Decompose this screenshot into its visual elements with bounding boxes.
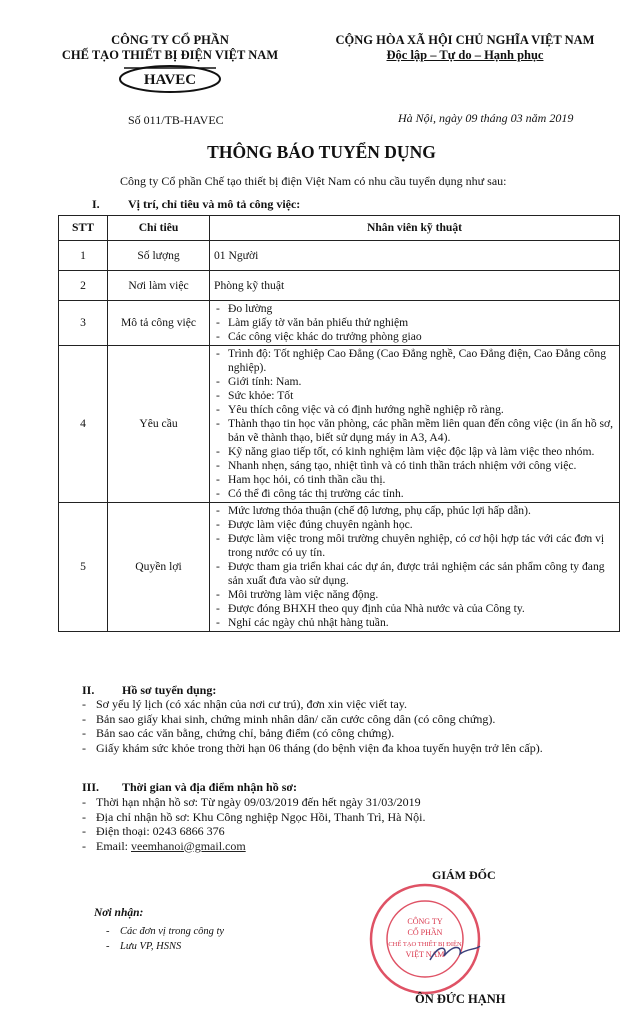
table-header-row [59, 216, 620, 241]
list-item: - Thành thạo tin học văn phòng, các phần mềm liên quan đến công việc (in ấn hồ sơ, bản vẽ thành thạo, biết sử dụng máy in A3, A4). [214, 417, 615, 445]
job-table [58, 215, 620, 632]
logo-text: HAVEC [143, 72, 197, 88]
list-item: - Được tham gia triển khai các dự án, được trải nghiệm các sản phẩm công ty đang sản xuất đưa vào sử dụng. [214, 560, 615, 588]
havec-logo [118, 64, 222, 94]
list-item: - Lưu VP, HSNS [120, 939, 224, 954]
list-item: - Làm giấy tờ văn bản phiếu thử nghiệm [214, 316, 615, 330]
intro-text: Công ty Cổ phần Chế tạo thiết bị điện Việt Nam có nhu cầu tuyển dụng như sau: [120, 174, 507, 188]
section-1-number: I. [92, 197, 100, 211]
row-items [210, 301, 620, 346]
list-item: - Yêu thích công việc và có định hướng nghề nghiệp rõ ràng. [214, 403, 615, 417]
list-item: - Các đơn vị trong công ty [120, 924, 224, 939]
list-item: - Được làm việc trong môi trường chuyên nghiệp, có cơ hội hợp tác với các đơn vị trong nước có uy tín. [214, 532, 615, 560]
header-stt: STT [59, 216, 108, 241]
section-2-title: Hồ sơ tuyển dụng: [122, 683, 217, 697]
list-item: - Ham học hỏi, có tinh thần cầu thị. [214, 473, 615, 487]
section-3-number: III. [82, 780, 100, 794]
row-items [210, 346, 620, 503]
list-item: - Sơ yếu lý lịch (có xác nhận của nơi cư trú), đơn xin việc viết tay. [82, 697, 602, 712]
section-2-number: II. [82, 683, 95, 697]
nation-line-1: CỘNG HÒA XÃ HỘI CHỦ NGHĨA VIỆT NAM [335, 33, 595, 47]
stamp-line-1: CÔNG TY [407, 917, 443, 926]
table-row [59, 503, 620, 632]
row-items [210, 503, 620, 632]
list-item: - Giới tính: Nam. [214, 375, 615, 389]
section-3-list [82, 795, 602, 853]
header-criteria: Chỉ tiêu [108, 216, 210, 241]
list-item: - Nghỉ các ngày chủ nhật hàng tuần. [214, 616, 615, 630]
list-item: - Bản sao các văn bằng, chứng chỉ, bảng điểm (có công chứng). [82, 726, 602, 741]
list-item: - Địa chỉ nhận hồ sơ: Khu Công nghiệp Ngọc Hồi, Thanh Trì, Hà Nội. [82, 810, 602, 825]
list-item: - Giấy khám sức khỏe trong thời hạn 06 tháng (do bệnh viện đa khoa tuyến huyện trở lên cấp). [82, 741, 602, 756]
email-label: Email: [96, 838, 131, 853]
nation-line-2: Độc lập – Tự do – Hạnh phục [386, 48, 544, 62]
list-item: - Được làm việc đúng chuyên ngành học. [214, 518, 615, 532]
stamp-line-4: VIỆT NAM [405, 950, 445, 959]
row-label: Yêu cầu [108, 346, 210, 503]
list-item: - Có thể đi công tác thị trường các tỉnh. [214, 487, 615, 501]
row-label: Nơi làm việc [108, 271, 210, 301]
list-item: - Các công việc khác do trưởng phòng giao [214, 330, 615, 344]
list-item: - Sức khỏe: Tốt [214, 389, 615, 403]
table-row [59, 301, 620, 346]
section-2-list [82, 697, 602, 755]
email-link[interactable]: veemhanoi@gmail.com [131, 838, 246, 853]
row-stt: 4 [59, 346, 108, 503]
recipients-label: Nơi nhận: [94, 907, 144, 919]
company-name [45, 33, 295, 63]
list-item: - Môi trường làm việc năng động. [214, 588, 615, 602]
page-title: THÔNG BÁO TUYỂN DỤNG [207, 142, 436, 162]
table-row [59, 241, 620, 271]
list-item [82, 839, 602, 854]
list-item: - Điện thoại: 0243 6866 376 [82, 824, 602, 839]
header-position: Nhân viên kỹ thuật [210, 216, 620, 241]
signer-name: ÔN ĐỨC HẠNH [415, 992, 506, 1006]
row-value: Phòng kỹ thuật [210, 271, 620, 301]
row-stt: 5 [59, 503, 108, 632]
stamp-line-2: CỔ PHẦN [407, 928, 443, 937]
list-item: - Kỹ năng giao tiếp tốt, có kinh nghiệm làm việc độc lập và làm việc theo nhóm. [214, 445, 615, 459]
row-stt: 2 [59, 271, 108, 301]
row-label: Số lượng [108, 241, 210, 271]
section-1-title: Vị trí, chỉ tiêu và mô tả công việc: [128, 197, 301, 211]
row-stt: 1 [59, 241, 108, 271]
company-stamp [368, 882, 483, 997]
company-line-1: CÔNG TY CỔ PHẦN [111, 33, 229, 47]
list-item: - Thời hạn nhận hồ sơ: Từ ngày 09/03/2019 đến hết ngày 31/03/2019 [82, 795, 602, 810]
list-item: - Được đóng BHXH theo quy định của Nhà nước và của Công ty. [214, 602, 615, 616]
list-item: - Trình độ: Tốt nghiệp Cao Đẳng (Cao Đẳng nghề, Cao Đẳng điện, Cao Đẳng công nghiệp). [214, 347, 615, 375]
row-stt: 3 [59, 301, 108, 346]
list-item: - Nhanh nhẹn, sáng tạo, nhiệt tình và có tinh thần trách nhiệm với công việc. [214, 459, 615, 473]
row-label: Quyền lợi [108, 503, 210, 632]
table-row [59, 346, 620, 503]
company-line-2: CHẾ TẠO THIẾT BỊ ĐIỆN VIỆT NAM [61, 48, 279, 62]
document-number: Số 011/TB-HAVEC [128, 113, 224, 127]
row-value: 01 Người [210, 241, 620, 271]
table-row [59, 271, 620, 301]
signature-title: GIÁM ĐỐC [432, 868, 496, 882]
national-motto [300, 33, 630, 63]
recipients-list [120, 924, 224, 954]
list-item: - Bản sao giấy khai sinh, chứng minh nhân dân/ căn cước công dân (có công chứng). [82, 712, 602, 727]
row-label: Mô tả công việc [108, 301, 210, 346]
list-item: - Đo lường [214, 302, 615, 316]
stamp-line-3: CHẾ TẠO THIẾT BỊ ĐIỆN [388, 941, 462, 948]
place-date: Hà Nội, ngày 09 tháng 03 năm 2019 [398, 111, 574, 125]
list-item: - Mức lương thỏa thuận (chế độ lương, phụ cấp, phúc lợi hấp dẫn). [214, 504, 615, 518]
section-3-title: Thời gian và địa điểm nhận hồ sơ: [122, 780, 298, 794]
